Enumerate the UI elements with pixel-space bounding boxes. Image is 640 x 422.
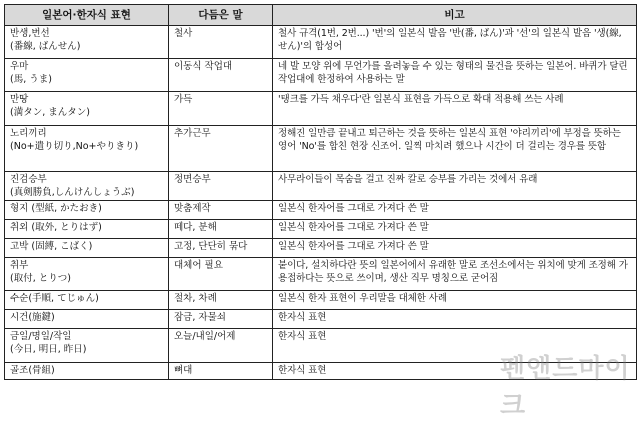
term-cell [5,329,169,363]
term-word: 진검승부 [10,174,47,185]
table-row [5,291,637,310]
term-reading: (番線, ばんせん) [10,41,81,52]
term-cell [5,172,169,201]
term-reading: (馬, うま) [10,74,52,85]
table-row [5,363,637,380]
table-row [5,92,637,126]
term-word: 노리끼리 [10,128,47,139]
remarks-cell: 네 발 모양 위에 무언가를 올려놓을 수 있는 형태의 물건을 뜻하는 일본어. 바퀴가 달린 작업대에 한정하여 사용하는 말 [273,59,637,92]
table-row [5,172,637,201]
refined-word-cell: 대체어 필요 [169,258,273,291]
term-word: 형지 (型紙, かたおき) [10,203,102,214]
refined-word-cell: 가득 [169,92,273,126]
remarks-cell: 한자식 표현 [273,329,637,363]
refined-word-cell: 고정, 단단히 묶다 [169,239,273,258]
term-word: 취외 (取外, とりはず) [10,222,102,233]
term-word: 취부 [10,260,29,271]
term-cell [5,310,169,329]
table-row [5,26,637,59]
refined-word-cell: 절차, 차례 [169,291,273,310]
remarks-cell: 일본식 한자 표현이 우리말을 대체한 사례 [273,291,637,310]
term-cell [5,59,169,92]
refined-word-cell: 이동식 작업대 [169,59,273,92]
glossary-table [4,4,637,380]
remarks-cell: 일본식 한자어를 그대로 가져다 쓴 말 [273,220,637,239]
header-japanese-expression: 일본어·한자식 표현 [5,5,169,26]
header-refined-word: 다듬은 말 [169,5,273,26]
term-reading: (今日, 明日, 昨日) [10,344,87,355]
term-reading: (取付, とりつ) [10,273,71,284]
term-reading: (満タン, まんタン) [10,107,90,118]
term-cell [5,220,169,239]
refined-word-cell: 정면승부 [169,172,273,201]
term-cell [5,363,169,380]
remarks-cell: 철사 규격(1번, 2번...) '번'의 일본식 발음 '반(番, ばん)'과 '선'의 일본식 발음 '생(線, せん)'의 합성어 [273,26,637,59]
remarks-cell: '탱크를 가득 채우다'란 일본식 표현을 가득으로 확대 적용해 쓰는 사례 [273,92,637,126]
remarks-cell: 붙이다, 설치하다란 뜻의 일본어에서 유래한 말로 조선소에서는 위치에 맞게 조정해 가용접하다는 뜻으로 쓰이며, 생산 직무 명칭으로 굳어짐 [273,258,637,291]
term-cell [5,239,169,258]
table-row [5,258,637,291]
term-cell [5,26,169,59]
refined-word-cell: 뼈대 [169,363,273,380]
refined-word-cell: 맞춤제작 [169,201,273,220]
term-cell [5,258,169,291]
term-word: 시건(施鍵) [10,312,55,323]
term-word: 우마 [10,61,29,72]
term-word: 금일/명일/작일 [10,331,72,342]
remarks-cell: 일본식 한자어를 그대로 가져다 쓴 말 [273,239,637,258]
remarks-cell: 정해진 일만큼 끝내고 퇴근하는 것을 뜻하는 일본식 표현 '야리끼리'에 부정을 뜻하는 영어 'No'를 합친 현장 신조어. 일찍 마치려 했으나 시간이 더 걸리는 경우를 뜻함 [273,126,637,172]
watermark-logo: 펜앤드마이크 [500,354,631,421]
header-remarks: 비고 [273,5,637,26]
table-row [5,201,637,220]
term-cell [5,92,169,126]
remarks-cell: 한자식 표현 [273,310,637,329]
table-row [5,310,637,329]
term-word: 고박 (固縛, こばく) [10,241,93,252]
term-reading: (No+遣り切り,No+やりきり) [10,141,139,152]
table-row [5,126,637,172]
term-cell [5,126,169,172]
refined-word-cell: 떼다, 분해 [169,220,273,239]
remarks-cell: 한자식 표현 [273,363,637,380]
term-word: 반생,번선 [10,28,50,39]
table-row [5,329,637,363]
term-reading: (真剣勝負,しんけんしょうぶ) [10,187,135,198]
remarks-cell: 사무라이들이 목숨을 걸고 진짜 칼로 승부를 가리는 것에서 유래 [273,172,637,201]
table-row [5,239,637,258]
table-row [5,220,637,239]
term-word: 수순(手順, てじゅん) [10,293,99,304]
term-word: 골조(骨組) [10,365,55,376]
refined-word-cell: 철사 [169,26,273,59]
remarks-cell: 일본식 한자어를 그대로 가져다 쓴 말 [273,201,637,220]
term-word: 만땅 [10,94,29,105]
table-header-row [5,5,637,26]
refined-word-cell: 오늘/내일/어제 [169,329,273,363]
term-cell [5,201,169,220]
refined-word-cell: 추가근무 [169,126,273,172]
term-cell [5,291,169,310]
table-row [5,59,637,92]
refined-word-cell: 잠금, 자물쇠 [169,310,273,329]
